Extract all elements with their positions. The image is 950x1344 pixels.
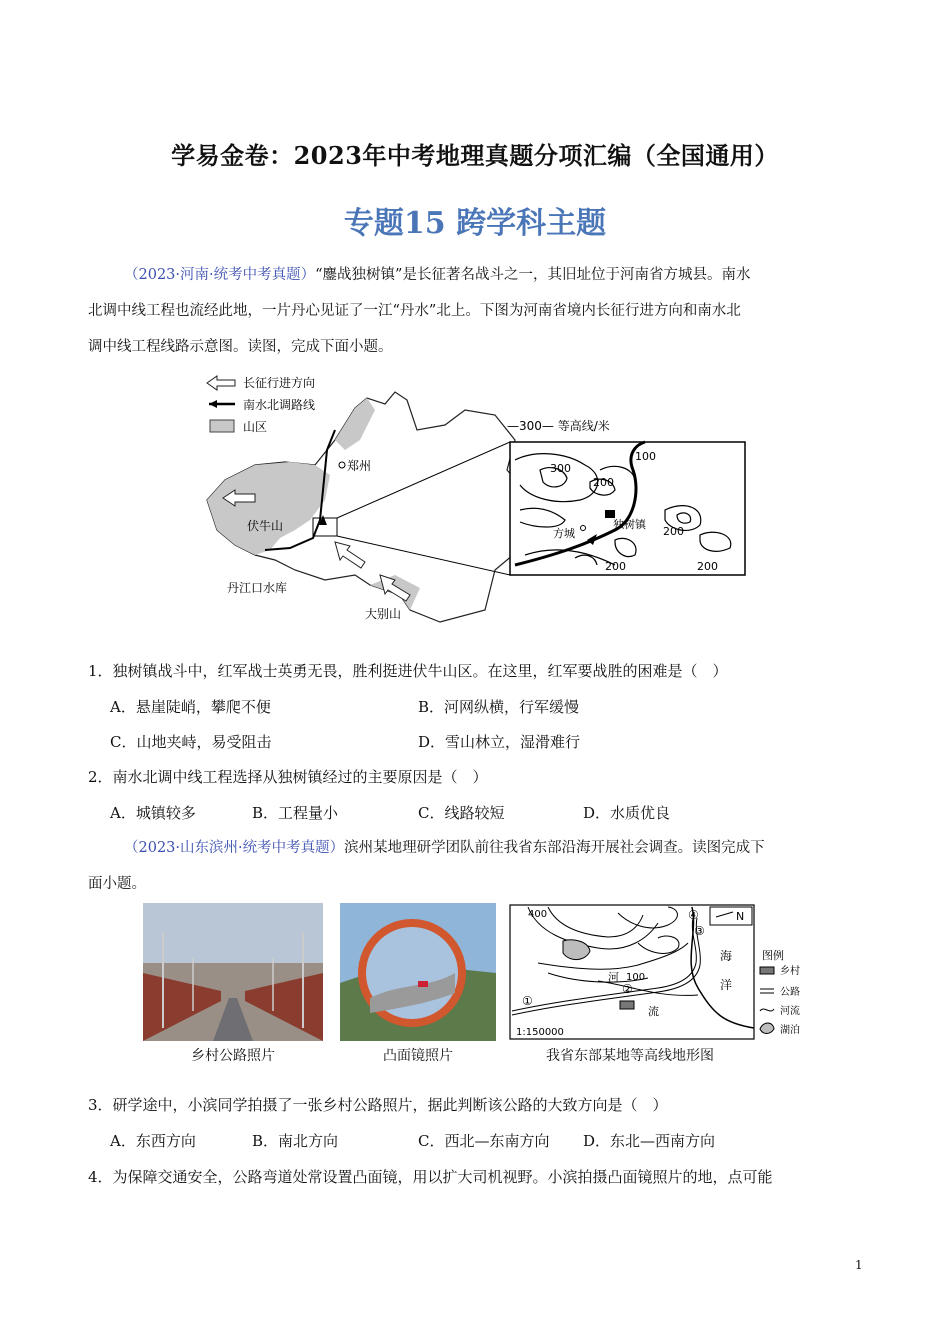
section2-text-line1: 滨州某地理研学团队前往我省东部沿海开展社会调查。读图完成下 (344, 840, 765, 856)
document-title: 学易金卷：2023年中考地理真题分项汇编（全国通用） (171, 141, 779, 170)
q1-option-d[interactable]: D．雪山林立，湿滑难行 (418, 733, 581, 751)
sea-label-2: 洋 (720, 978, 733, 992)
march-arrow-icon (207, 376, 235, 390)
legend-lake-label: 湖泊 (780, 1025, 800, 1036)
contour-200-label-c: 200 (605, 560, 626, 573)
legend-mountain-label: 山区 (243, 420, 268, 434)
funiushan-label: 伏牛山 (247, 519, 284, 533)
dushuzhen-label: 独树镇 (613, 518, 646, 531)
contour-300-label: 300 (550, 462, 571, 475)
legend-river-label: 河流 (780, 1006, 800, 1017)
q1-option-b[interactable]: B．河网纵横，行军缓慢 (418, 698, 580, 716)
section1-text-line1: “鏖战独树镇”是长征著名战斗之一，其旧址位于河南省方城县。南水 (315, 267, 751, 283)
sea-label-1: 海 (720, 949, 733, 963)
zhengzhou-label: 郑州 (347, 459, 372, 473)
question-3: 3．研学途中，小滨同学拍摄了一张乡村公路照片，据此判断该公路的大致方向是（ ） (88, 1096, 668, 1114)
contour-100-label: 100 (635, 450, 656, 463)
caption-contour-map: 我省东部某地等高线地形图 (546, 1048, 714, 1064)
q2-option-d[interactable]: D．水质优良 (583, 804, 671, 822)
q2-option-a[interactable]: A．城镇较多 (110, 804, 196, 822)
contour-400-label: 400 (528, 909, 548, 920)
q2-option-b[interactable]: B．工程量小 (252, 804, 339, 822)
north-label: N (736, 910, 745, 923)
q3-option-c[interactable]: C．西北—东南方向 (418, 1132, 550, 1150)
legend-road-label: 公路 (780, 987, 800, 998)
page-number: 1 (855, 1258, 863, 1272)
legend-march-label: 长征行进方向 (243, 376, 316, 390)
convex-mirror-photo (340, 903, 496, 1041)
point-3-label: ③ (694, 924, 705, 938)
legend-village-label: 乡村 (780, 966, 800, 977)
rural-road-photo (143, 903, 323, 1041)
caption-rural-road: 乡村公路照片 (191, 1048, 275, 1064)
section2-source: （2023·山东滨州·统考中考真题） (124, 840, 345, 856)
danjiangkou-label: 丹江口水库 (227, 581, 288, 595)
question-4: 4．为保障交通安全，公路弯道处常设置凸面镜，用以扩大司机视野。小滨拍摄凸面镜照片的地，点可能 (88, 1168, 773, 1186)
dabieshan-label: 大别山 (365, 607, 402, 621)
river-label-2: 流 (648, 1005, 659, 1018)
q3-option-b[interactable]: B．南北方向 (252, 1132, 339, 1150)
village-marker (620, 1001, 634, 1009)
question-1: 1．独树镇战斗中，红军战士英勇无畏，胜利挺进伏牛山区。在这里，红军要战胜的困难是（ ） (88, 662, 728, 680)
q3-option-d[interactable]: D．东北—西南方向 (583, 1132, 716, 1150)
map1-legend (207, 375, 315, 434)
contour-200-label-b: 200 (663, 525, 684, 538)
zhengzhou-marker (339, 462, 345, 468)
dushuzhen-marker (605, 510, 615, 518)
question-2: 2．南水北调中线工程选择从独树镇经过的主要原因是（ ） (88, 768, 488, 786)
legend-village-icon (760, 967, 774, 974)
inset-contour-map (510, 442, 745, 575)
document-subtitle: 专题15 跨学科主题 (343, 206, 607, 241)
q1-option-c[interactable]: C．山地夹峙，易受阻击 (110, 733, 272, 751)
legend-lake-icon (760, 1023, 774, 1034)
section1-intro (88, 257, 860, 365)
caption-convex-mirror: 凸面镜照片 (383, 1048, 453, 1064)
point-1-label: ① (522, 994, 533, 1008)
q3-option-a[interactable]: A．东西方向 (110, 1132, 196, 1150)
q2-option-c[interactable]: C．线路较短 (418, 804, 505, 822)
point-4-label: ④ (688, 908, 699, 922)
north-arrow-box (710, 907, 752, 925)
section1-text-line2: 北调中线工程也流经此地，一片丹心见证了一江“丹水”北上。下图为河南省境内长征行进方向和南水北 (88, 303, 741, 319)
east-contour-map-figure (508, 903, 808, 1041)
henan-map-figure (195, 370, 755, 632)
section1-text-line3: 调中线工程线路示意图。读图，完成下面小题。 (88, 339, 393, 355)
fangcheng-marker (581, 526, 586, 531)
map2-legend-title: 图例 (762, 949, 784, 962)
contour-200-label-a: 200 (593, 476, 614, 489)
section2-intro (88, 830, 860, 902)
q1-option-a[interactable]: A．悬崖陡峭，攀爬不便 (110, 698, 271, 716)
contour-legend: —300— 等高线/米 (507, 419, 610, 433)
section1-source: （2023·河南·统考中考真题） (124, 267, 316, 283)
contour-100-label-east: 100 (626, 972, 646, 983)
legend-river-icon (760, 1009, 774, 1011)
map-scale-label: 1:150000 (516, 1027, 564, 1038)
contour-200-label-d: 200 (697, 560, 718, 573)
fangcheng-label: 方城 (553, 527, 575, 540)
river-label-1: 河 (608, 971, 619, 984)
mountain-area-icon (210, 420, 234, 432)
legend-water-route-label: 南水北调路线 (243, 398, 316, 412)
point-2-label: ② (622, 982, 633, 996)
section2-text-line2: 面小题。 (88, 876, 146, 892)
